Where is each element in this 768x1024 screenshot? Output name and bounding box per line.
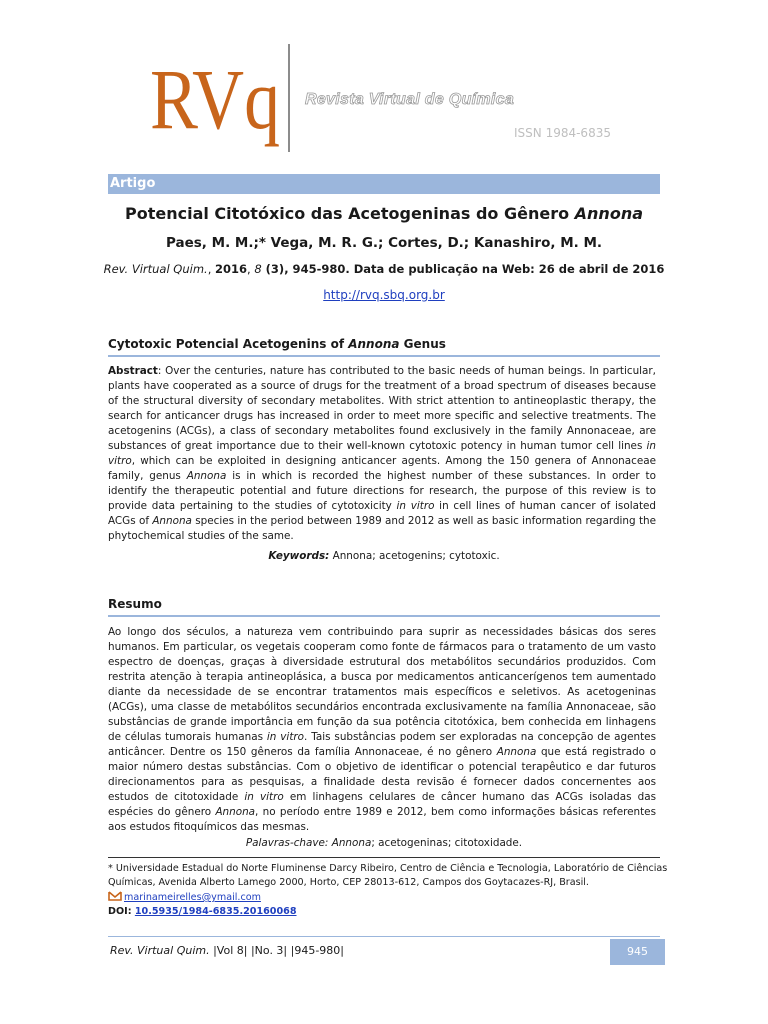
page-number: 945 (610, 939, 665, 965)
section-label: Artigo (108, 174, 660, 194)
footnote-rule (108, 857, 660, 858)
english-heading-rule (108, 355, 660, 357)
resumo-heading-rule (108, 615, 660, 617)
footer-citation: Rev. Virtual Quim. |Vol 8| |No. 3| |945-980| (110, 944, 345, 957)
abstract-text: Abstract: Over the centuries, nature has contributed to the basic needs of human beings. In particular, plants have cooperated as a source of drugs for the treatment of a broad spectrum of diseases because of the structural diversity of secondary metabolites. With strict attention to antineoplastic therapy, the search for anticancer drugs has increased in order to meet more specific and selective treatments. The acetogenins (ACGs), a class of secondary metabolites found exclusively in the family Annonaceae, are substances of great importance due to their well-known cytotoxic potency in human tumor cell lines in vitro, which can be exploited in designing anticancer agents. Among the 150 genera of Annonaceae family, genus Annona is in which is recorded the highest number of these substances. In order to identify the therapeutic potential and future directions for research, the purpose of this review is to provide data pertaining to the studies of cytotoxicity in vitro in cell lines of human cancer of isolated ACGs of Annona species in the period between 1989 and 2012 as well as basic information regarding the phytochemical studies of the same. (108, 365, 657, 542)
citation: Rev. Virtual Quim., 2016, 8 (3), 945-980. Data de publicação na Web: 26 de abril de 2016 (103, 262, 665, 276)
doi-line: DOI: 10.5935/1984-6835.20160068 (108, 906, 297, 917)
journal-url-line (0, 288, 768, 302)
affiliation-line-2: Químicas, Avenida Alberto Lamego 2000, Horto, CEP 28013-612, Campos dos Goytacazes-RJ, Brasil. (108, 877, 589, 888)
logo-text: RVq (150, 51, 280, 147)
envelope-icon (108, 891, 122, 901)
issn: ISSN 1984-6835 (514, 126, 611, 140)
rvq-logo (150, 51, 284, 147)
authors: Paes, M. M.;* Vega, M. R. G.; Cortes, D.; Kanashiro, M. M. (165, 235, 603, 251)
article-title: Potencial Citotóxico das Acetogeninas do Gênero Annona (125, 204, 643, 223)
keywords-line: Keywords: Annona; acetogenins; cytotoxic. (268, 550, 500, 562)
email-link[interactable]: marinameirelles@ymail.com (124, 892, 261, 903)
journal-name: Revista Virtual de Química (305, 91, 515, 108)
journal-url-link[interactable]: http://rvq.sbq.org.br (323, 288, 445, 302)
english-title-heading: Cytotoxic Potencial Acetogenins of Annona Genus (108, 337, 446, 351)
resumo-heading: Resumo (108, 597, 162, 611)
palavras-chave-line: Palavras-chave: Annona; acetogeninas; citotoxidade. (245, 837, 523, 849)
header-divider (288, 44, 290, 152)
resumo-text: Ao longo dos séculos, a natureza vem contribuindo para suprir as necessidades básicas dos seres humanos. Em particular, os vegetais cooperam como fonte de fármacos para o tratamento de um vasto espectro de doenças, graças à diversidade estrutural dos metabólitos secundários produzidos. Com restrita atenção à terapia antineoplásica, a busca por medicamentos anticancerígenos tem aumentado diante da necessidade de se encontrar tratamentos mais específicos e seletivos. As acetogeninas (ACGs), uma classe de metabólitos secundários encontrada exclusivamente na família Annonaceae, são substâncias de grande importância em função da sua potência citotóxica, bem conhecida em linhagens de células tumorais humanas in vitro. Tais substâncias podem ser exploradas na concepção de agentes anticâncer. Dentre os 150 gêneros da família Annonaceae, é no gênero Annona que está registrado o maior número destas substâncias. Com o objetivo de identificar o potencial terapêutico e dar futuros direcionamentos para as pesquisas, a finalidade desta revisão é fornecer dados concernentes aos estudos de citotoxidade in vitro em linhagens celulares de câncer humano das ACGs isoladas das espécies do gênero Annona, no período entre 1989 e 2012, bem como informações básicas referentes aos estudos fitoquímicos das mesmas. (108, 626, 657, 833)
doi-link[interactable]: 10.5935/1984-6835.20160068 (134, 906, 297, 917)
affiliation-line-1: * Universidade Estadual do Norte Fluminense Darcy Ribeiro, Centro de Ciência e Tecnologia, Laboratório de Ciências (108, 863, 668, 874)
email-line (108, 891, 664, 905)
footer-rule (108, 936, 660, 937)
